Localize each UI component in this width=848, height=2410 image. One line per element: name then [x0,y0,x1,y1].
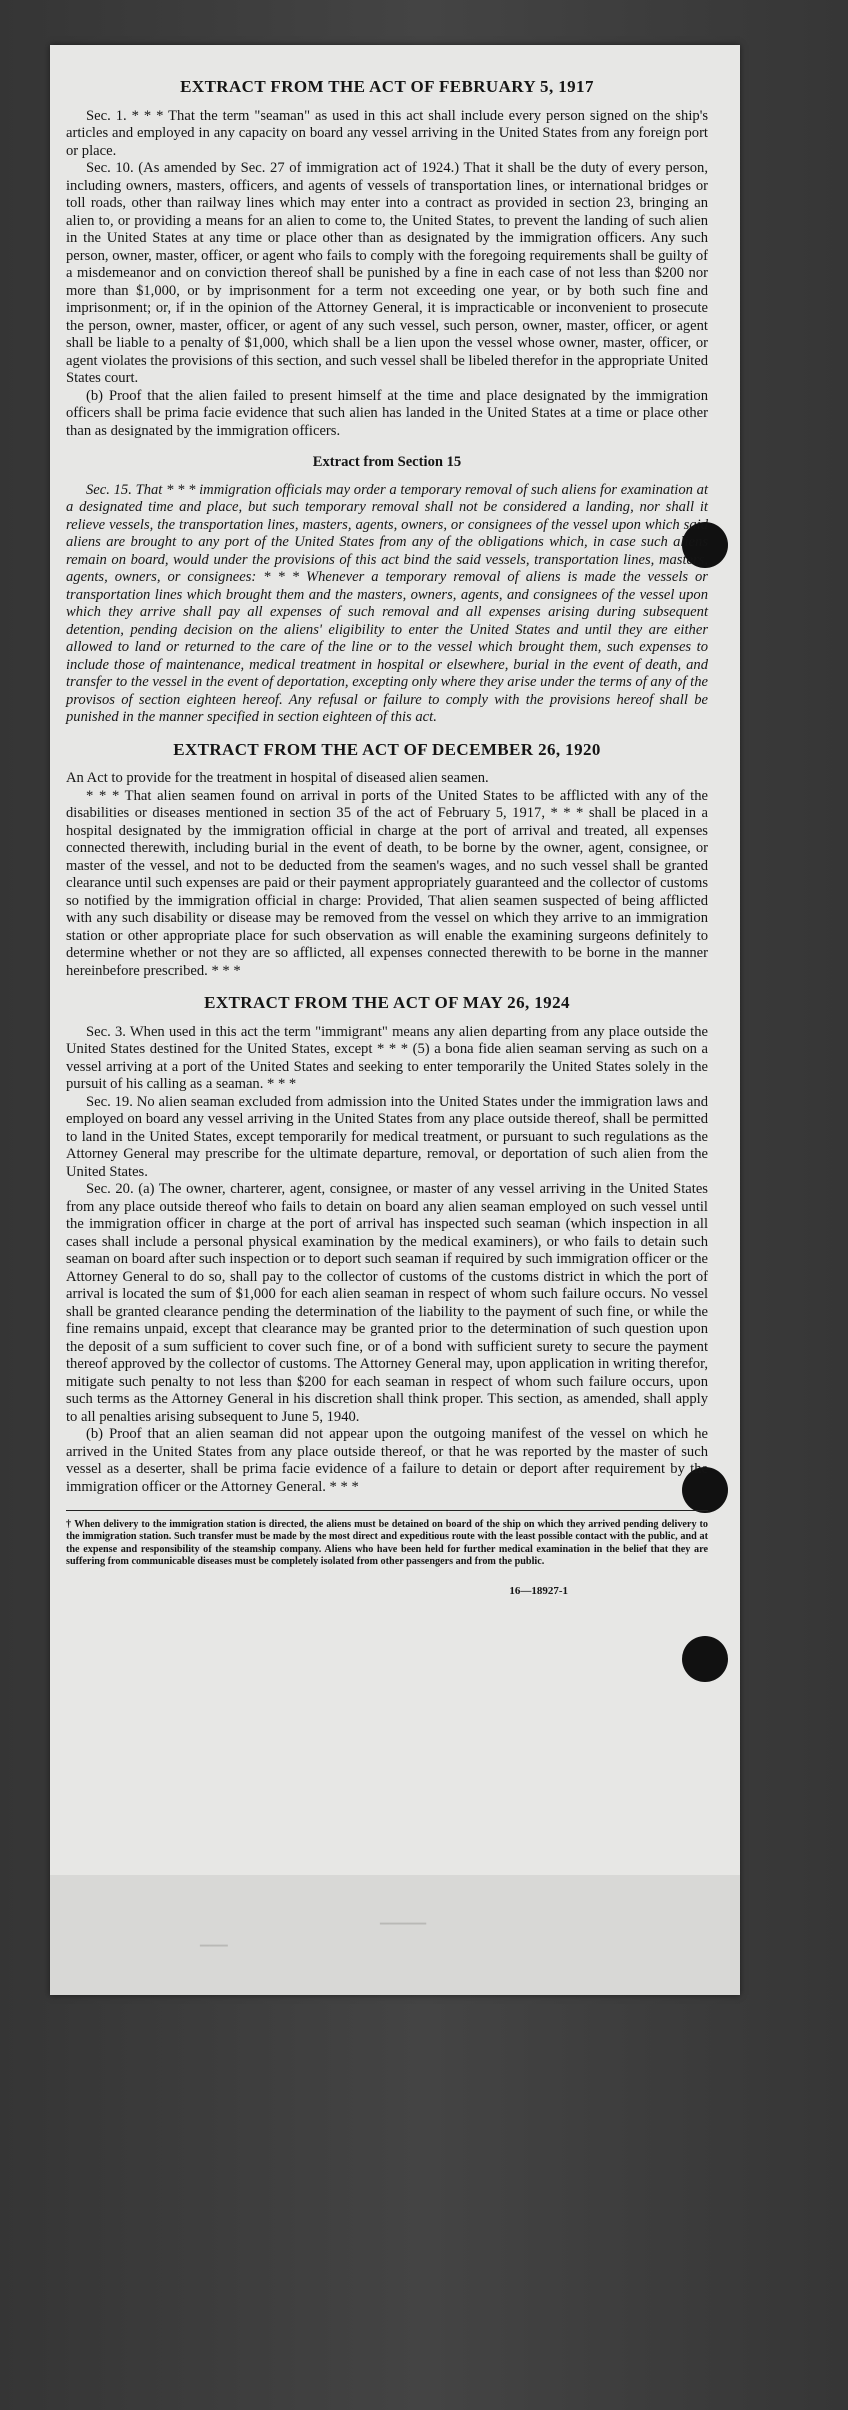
section-act-1924 [66,994,708,1496]
bleed-through-text: ▔▔▔ [200,1945,228,1959]
paragraph: * * * That alien seamen found on arrival in ports of the United States to be afflicted with any of the disabilities or diseases mentioned in section 35 of the act of February 5, 1917, * * * shall be placed in a hospital designated by the immigration official in charge at the port of arrival and treated, all expenses connected therewith, including burial in the event of death, to be borne by the owner, agent, consignee, or master of the vessel, and not to be deducted from the seamen's wages, and no such vessel shall be granted clearance until such expenses are paid or their payment appropriately guaranteed and the collector of customs so notified by the immigration official in charge: Provided, That alien seamen suspected of being afflicted with any such disability or disease may be removed from the vessel on which they arrive to an immigration station or other appropriate place for such observation as will enable the examining surgeons definitely to determine whether or not they are so afflicted, all expenses connected therewith to be borne in the manner hereinbefore prescribed. * * * [66,787,708,979]
section-act-1917 [66,78,708,440]
paragraph: Sec. 19. No alien seaman excluded from admission into the United States under the immigration laws and employed on board any vessel arriving in the United States from any place outside thereof, shall be permitted to land in the United States, except temporarily for medical treatment, or pursuant to such regulations as the Attorney General may prescribe for the ultimate departure, removal, or deportation of such alien from the United States. [66,1093,708,1180]
section-extract-15 [66,454,708,727]
document-content [66,78,708,1600]
section-heading: Extract from Section 15 [312,454,462,470]
paragraph: (b) Proof that the alien failed to present himself at the time and place designated by the immigration officers shall be prima facie evidence that such alien has landed in the United States at a time or place other than as designated by the immigration officers. [66,387,708,439]
bleed-through-text: ▔▔▔▔▔ [380,1923,427,1937]
form-number: 16—18927-1 [509,1584,568,1597]
footnote: † When delivery to the immigration station is directed, the aliens must be detained on board of the ship on which they arrived pending delivery to the immigration station. Such transfer must be made by the most direct and expeditious route with the least possible contact with the public, and at the expense and responsibility of the steamship company. Aliens who have been held for further medical examination in the belief that they are suffering from communicable diseases must be completely isolated from other passengers and from the public. [66,1519,708,1568]
paragraph: Sec. 10. (As amended by Sec. 27 of immigration act of 1924.) That it shall be the duty of every person, including owners, masters, officers, and agents of vessels of transportation lines, or international bridges or toll roads, other than railway lines which may enter into a contract as provided in section 23, bringing an alien to, or providing a means for an alien to come to, the United States, to prevent the landing of such alien in the United States at any time or place other than as designated by the immigration officers. Any such person, owner, master, officer, or agent who fails to comply with the foregoing requirements shall be guilty of a misdemeanor and on conviction thereof shall be punished by a fine in each case of not less than $200 nor more than $1,000, or by imprisonment for a term not exceeding one year, or by both such fine and imprisonment; or, if in the opinion of the Attorney General, it is impracticable or inconvenient to prosecute the person, owner, master, officer, or agent of any such vessel, such person, owner, master, officer, or agent shall be liable to a penalty of $1,000, which shall be a lien upon the vessel whose owner, master, officer, or agent violates the provisions of this section, and such vessel shall be libeled therefor in the appropriate United States court. [66,160,708,386]
section-heading: EXTRACT FROM THE ACT OF FEBRUARY 5, 1917 [180,77,594,96]
paragraph: (b) Proof that an alien seaman did not appear upon the outgoing manifest of the vessel on which he arrived in the United States from any place outside thereof, or that he was reported by the master of such vessel as a deserter, shall be prima facie evidence of a failure to detain or deport after requirement by the immigration officer or the Attorney General. * * * [66,1426,708,1495]
paragraph: Sec. 20. (a) The owner, charterer, agent, consignee, or master of any vessel arriving in the United States from any place outside thereof who fails to detain on board any alien seaman employed on such vessel until the immigration officer in charge at the port of arrival has inspected such seaman (which inspection in all cases shall include a personal physical examination by the medical examiners), or who fails to detain such seaman on board after such inspection or to deport such seaman if required by such immigration officer or the Attorney General to do so, shall pay to the collector of customs of the customs district in which the port of arrival is located the sum of $1,000 for each alien seaman in respect of whom such failure occurs. No vessel shall be granted clearance pending the determination of the liability to the payment of such fine, or while the fine remains unpaid, except that clearance may be granted prior to the determination of such question upon the deposit of a sum sufficient to cover such fine, or of a bond with sufficient surety to secure the payment thereof approved by the collector of customs. The Attorney General may, upon application in writing therefor, mitigate such penalty to not less than $200 for each seaman in respect of whom such failure occurs, upon such terms as the Attorney General in his discretion shall think proper. This section, as amended, shall apply to all penalties arising subsequent to June 5, 1940. [66,1181,708,1425]
paragraph: Sec. 1. * * * That the term "seaman" as used in this act shall include every person signed on the ship's articles and employed in any capacity on board any vessel arriving in the United States from any foreign port or place. [66,107,708,159]
paragraph: Sec. 3. When used in this act the term "immigrant" means any alien departing from any place outside the United States destined for the United States, except * * * (5) a bona fide alien seaman serving as such on a vessel arriving at a port of the United States and seeking to enter temporarily the United States solely in the pursuit of his calling as a seaman. * * * [66,1023,708,1092]
punch-hole [682,1636,728,1682]
section-act-1920 [66,741,708,981]
section-heading: EXTRACT FROM THE ACT OF MAY 26, 1924 [204,993,570,1012]
section-heading: EXTRACT FROM THE ACT OF DECEMBER 26, 1920 [173,739,601,759]
paragraph: Sec. 15. That * * * immigration officials may order a temporary removal of such aliens for examination at a designated time and place, but such temporary removal shall not be considered a landing, nor shall it relieve vessels, the transportation lines, masters, agents, owners, or consignees of the vessel upon which said aliens are brought to any port of the United States from any of the obligations which, in case such aliens remain on board, would under the provisions of this act bind the said vessels, transportation lines, masters, agents, owners, or consignees: * * * Whenever a temporary removal of aliens is made the vessels or transportation lines which brought them and the masters, owners, agents, and consignees of the vessel upon which they arrive shall pay all expenses of such removal and all expenses arising during subsequent detention, pending decision on the aliens' eligibility to enter the United States and until they are either allowed to land or returned to the care of the line or to the vessel which brought them, such expenses to include those of maintenance, medical treatment in hospital or elsewhere, burial in the event of death, and transfer to the vessel in the event of deportation, excepting only where they arise under the terms of any of the provisos of section eighteen hereof. Any refusal or failure to comply with the provisions hereof shall be punished in the manner specified in section eighteen of this act. [66,481,708,725]
paragraph: An Act to provide for the treatment in hospital of diseased alien seamen. [66,770,489,786]
footnote-divider [66,1510,708,1511]
